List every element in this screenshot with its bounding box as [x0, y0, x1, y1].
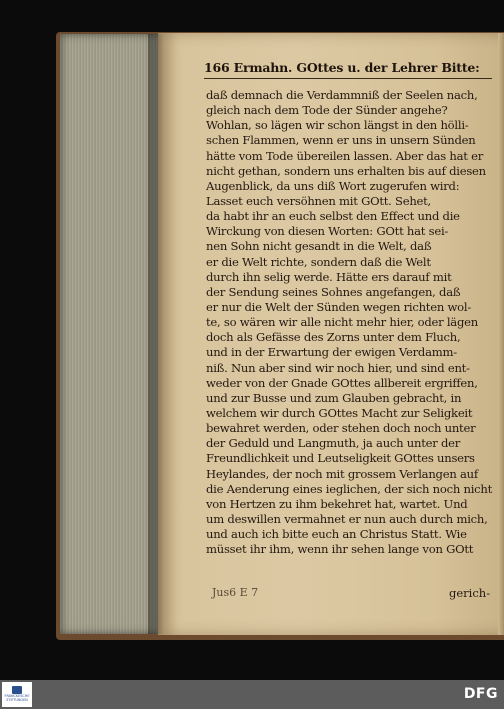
text-line: er nur die Welt der Sünden wegen richten wol- [206, 299, 472, 314]
text-line: und zur Busse und zum Glauben gebracht, in [206, 390, 462, 405]
logo-emblem-icon [12, 686, 22, 694]
text-line: niß. Nun aber sind wir noch hier, und sind ent- [206, 360, 470, 375]
text-line: er die Welt richte, sondern daß die Welt [206, 254, 431, 269]
logo-text: FRANCKESCHE STIFTUNGEN [4, 694, 30, 702]
text-line: welchem wir durch GOttes Macht zur Seligkeit [206, 405, 473, 420]
header-rule [204, 78, 492, 79]
text-line: gleich nach dem Tode der Sünder angehe? [206, 103, 448, 118]
text-line: der Sendung seines Sohnes angefangen, daß [206, 284, 461, 299]
text-line: daß demnach die Verdammniß der Seelen nach, [206, 88, 478, 102]
text-line: Wirckung von diesen Worten: GOtt hat sei- [206, 224, 449, 239]
catchword: gerich- [449, 586, 491, 600]
franckesche-stiftungen-logo[interactable] [2, 682, 32, 707]
dfg-logo[interactable]: DFG [463, 686, 498, 702]
text-line: um deswillen vermahnet er nun auch durch mich, [206, 511, 488, 526]
text-line: die Aenderung eines ieglichen, der sich noch nicht [206, 481, 493, 496]
text-line: müsset ihr ihm, wenn ihr sehen lange von GOtt [206, 542, 474, 557]
text-line: der Geduld und Langmuth, ja auch unter der [206, 436, 461, 451]
running-header [204, 60, 494, 75]
text-line: schen Flammen, wenn er uns in unsern Sünden [206, 133, 476, 148]
text-line: doch als Gefässe des Zorns unter dem Fluch, [206, 330, 461, 345]
text-line: und auch ich bitte euch an Christus Statt. Wie [206, 527, 467, 542]
text-line: von Hertzen zu ihm bekehret hat, wartet. Und [206, 496, 468, 511]
page-edge-fold [498, 33, 504, 635]
text-line: nicht gethan, sondern uns erhalten bis auf diesen [206, 163, 486, 178]
page-edges [60, 34, 160, 634]
text-line: weder von der Gnade GOttes allbereit ergriffen, [206, 375, 478, 390]
text-line: hätte vom Tode übereilen lassen. Aber das hat er [206, 148, 484, 163]
footer-bar [0, 680, 504, 709]
text-line: Heylandes, der noch mit grossem Verlangen auf [206, 466, 478, 481]
signature-mark: Jus6 E 7 [212, 586, 259, 599]
text-line: Freundlichkeit und Leutseligkeit GOttes unsers [206, 451, 475, 466]
text-line: Wohlan, so lägen wir schon längst in den hölli- [206, 118, 469, 133]
gutter-shadow [148, 34, 164, 634]
running-header-text: 166 Ermahn. GOttes u. der Lehrer Bitte: [204, 60, 480, 75]
text-line: durch ihn selig werde. Hätte ers darauf mit [206, 269, 452, 284]
text-line: bewahret werden, oder stehen doch noch unter [206, 421, 476, 436]
text-line: te, so wären wir alle nicht mehr hier, oder lägen [206, 315, 478, 330]
page-body-text [206, 88, 494, 557]
text-line: nen Sohn nicht gesandt in die Welt, daß [206, 239, 432, 254]
text-line: Augenblick, da uns diß Wort zugerufen wird: [206, 178, 460, 193]
text-line: und in der Erwartung der ewigen Verdamm- [206, 345, 457, 360]
text-line: da habt ihr an euch selbst den Effect und die [206, 209, 460, 224]
text-line: Lasset euch versöhnen mit GOtt. Sehet, [206, 193, 431, 208]
